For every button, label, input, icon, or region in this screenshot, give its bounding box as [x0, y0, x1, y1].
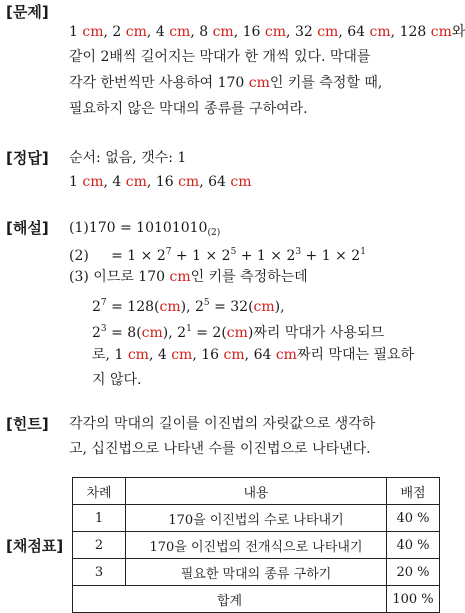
- rubric-cell-order: 2: [73, 532, 126, 559]
- rubric-cell-score: 20 %: [387, 559, 440, 586]
- problem-line-1: 1 cm, 2 cm, 4 cm, 8 cm, 16 cm, 32 cm, 64 cm, 128 cm와: [69, 24, 465, 40]
- rubric-total-row: [73, 586, 440, 613]
- answer-values: 1 cm, 4 cm, 16 cm, 64 cm: [69, 174, 252, 190]
- rubric-label: [채점표]: [6, 537, 64, 555]
- hint-label: [힌트]: [6, 415, 49, 433]
- rubric-total-label: 합계: [73, 586, 387, 613]
- solution-step-3a: $2^7 = 128(cm)$, $2^5 = 32(cm)$,: [92, 298, 285, 315]
- rubric-cell-content: 170을 이진법의 수로 나타내기: [126, 505, 387, 532]
- solution-step-3d: 지 않다.: [92, 372, 142, 388]
- problem-line-2: 같이 2배씩 길어지는 막대가 한 개씩 있다. 막대를: [69, 49, 371, 65]
- hint-line-2: 고, 십진법으로 나타낸 수를 이진법으로 나타낸다.: [69, 441, 371, 457]
- solution-step-1: $(1)170 = 10101010_{(2)}$: [69, 220, 221, 238]
- rubric-row: [73, 532, 440, 559]
- rubric-header-row: [73, 478, 440, 505]
- rubric-header-content: 내용: [126, 478, 387, 505]
- rubric-cell-content: 170을 이진법의 전개식으로 나타내기: [126, 532, 387, 559]
- rubric-cell-score: 40 %: [387, 505, 440, 532]
- answer-line-1: 순서: 없음, 갯수: 1: [69, 150, 187, 166]
- rubric-row: [73, 505, 440, 532]
- rubric-header-score: 배점: [387, 478, 440, 505]
- solution-step-3: (3) 이므로 170 cm인 키를 측정하는데: [69, 269, 308, 285]
- hint-line-1: 각각의 막대의 길이를 이진법의 자릿값으로 생각하: [69, 416, 376, 432]
- rubric-cell-order: 1: [73, 505, 126, 532]
- problem-line-4: 필요하지 않은 막대의 종류를 구하여라.: [69, 101, 308, 117]
- solution-step-2: (2) = $1 \times 2^7 + 1 \times 2^5 + 1 \times 2^3 + 1 \times 2^1$: [69, 247, 366, 264]
- solution-step-3c: 로, 1 cm, 4 cm, 16 cm, 64 cm짜리 막대는 필요하: [92, 347, 415, 363]
- solution-label: [해설]: [6, 219, 49, 237]
- rubric-cell-order: 3: [73, 559, 126, 586]
- answer-label: [정답]: [6, 149, 49, 167]
- rubric-row: [73, 559, 440, 586]
- problem-line-3: 각각 한번씩만 사용하여 170 cm인 키를 측정할 때,: [69, 75, 383, 91]
- solution-step-3b: $2^3 = 8(cm)$, $2^1 = 2(cm)$짜리 막대가 사용되므: [92, 324, 384, 341]
- problem-label: [문제]: [6, 3, 49, 21]
- rubric-table: [72, 477, 440, 613]
- rubric-total-score: 100 %: [387, 586, 440, 613]
- rubric-cell-content: 필요한 막대의 종류 구하기: [126, 559, 387, 586]
- rubric-cell-score: 40 %: [387, 532, 440, 559]
- rubric-header-order: 차례: [73, 478, 126, 505]
